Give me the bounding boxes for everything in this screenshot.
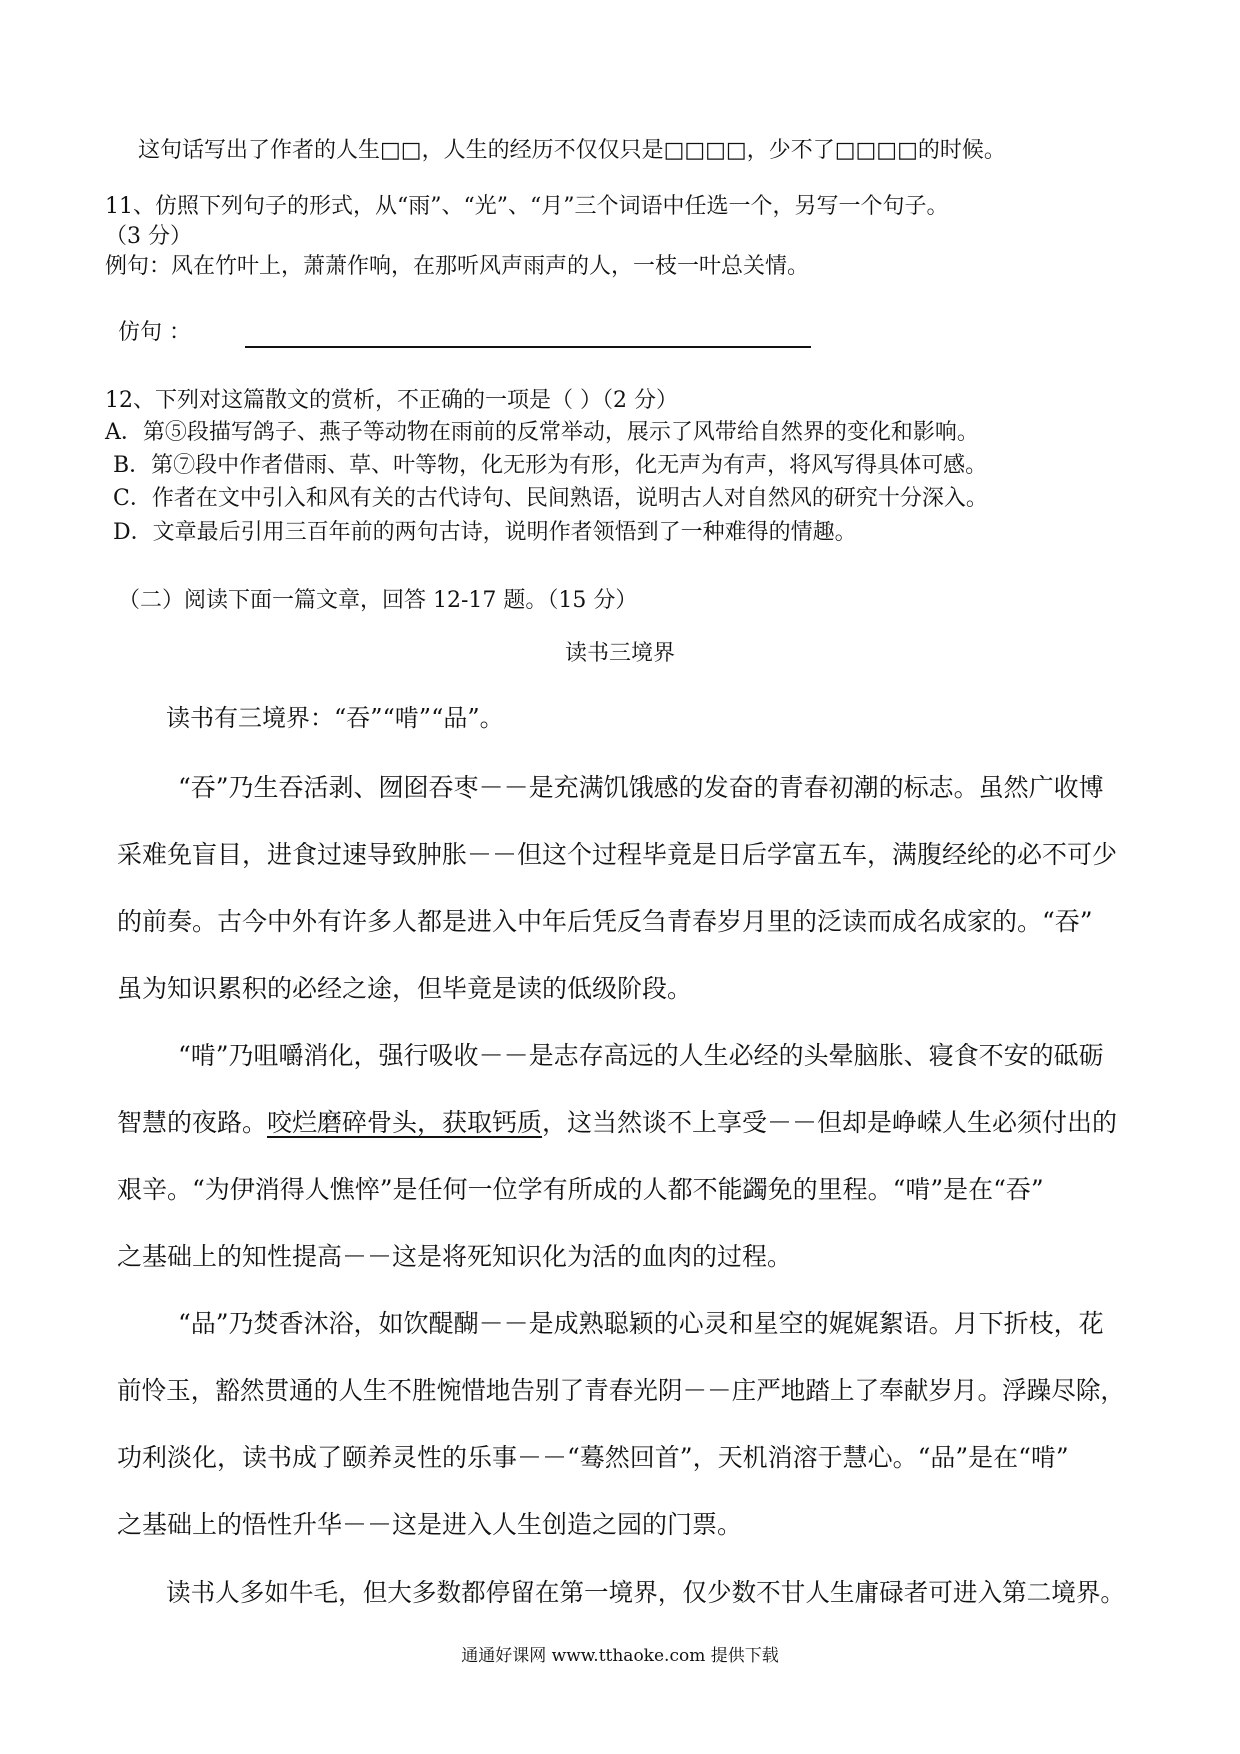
underlined-phrase: 咬烂磨碎骨头，获取钙质 <box>267 1108 543 1137</box>
article-line: 之基础上的悟性升华－－这是进入人生创造之园的门票。 <box>117 1510 743 1539</box>
q10-tail-text: 这句话写出了作者的人生□□，人生的经历不仅仅只是□□□□，少不了□□□□的时候。 <box>138 138 1006 163</box>
q11-points: （3 分） <box>105 224 192 249</box>
article-line-with-underline <box>117 1110 1117 1135</box>
article-line: 功利淡化，读书成了颐养灵性的乐事－－“蓦然回首”，天机消溶于慧心。“品”是在“啃” <box>117 1443 1069 1472</box>
q12-option-d: D．文章最后引用三百年前的两句古诗，说明作者领悟到了一种难得的情趣。 <box>113 520 857 545</box>
article-line: “吞”乃生吞活剥、囫囵吞枣－－是充满饥饿感的发奋的青春初潮的标志。虽然广收博 <box>178 773 1104 802</box>
q11-stem: 11、仿照下列句子的形式，从“雨”、“光”、“月”三个词语中任选一个，另写一个句子。 <box>105 194 949 219</box>
page-footer: 通通好课网 www.tthaoke.com 提供下载 <box>461 1646 779 1666</box>
section2-intro: （二）阅读下面一篇文章，回答 12-17 题。（15 分） <box>118 588 638 613</box>
q12-option-c: C．作者在文中引入和风有关的古代诗句、民间熟语，说明古人对自然风的研究十分深入。 <box>113 486 988 511</box>
article-line: 采难免盲目，进食过速导致肿胀－－但这个过程毕竟是日后学富五车，满腹经纶的必不可少 <box>117 840 1118 869</box>
article-line: 读书人多如牛毛，但大多数都停留在第一境界，仅少数不甘人生庸碌者可进入第二境界。 <box>166 1578 1126 1607</box>
article-line: 的前奏。古今中外有许多人都是进入中年后凭反刍青春岁月里的泛读而成名成家的。“吞” <box>117 907 1093 936</box>
q12-option-a: A．第⑤段描写鸽子、燕子等动物在雨前的反常举动，展示了风带给自然界的变化和影响。 <box>105 420 979 445</box>
article-line: “啃”乃咀嚼消化，强行吸收－－是志存高远的人生必经的头晕脑胀、寝食不安的砥砺 <box>178 1041 1104 1070</box>
article-line: 虽为知识累积的必经之途，但毕竟是读的低级阶段。 <box>117 974 693 1003</box>
article-line: 读书有三境界：“吞”“啃”“品”。 <box>166 704 504 732</box>
article-title: 读书三境界 <box>564 641 675 666</box>
article-line: 之基础上的知性提高－－这是将死知识化为活的血肉的过程。 <box>117 1242 793 1271</box>
q12-option-b: B．第⑦段中作者借雨、草、叶等物，化无形为有形，化无声为有声，将风写得具体可感。 <box>113 453 988 478</box>
q11-example: 例句：风在竹叶上，萧萧作响，在那听风声雨声的人，一枝一叶总关情。 <box>105 254 810 279</box>
article-line: 艰辛。“为伊消得人憔悴”是任何一位学有所成的人都不能蠲免的里程。“啃”是在“吞” <box>117 1175 1044 1204</box>
q11-answer-label: 仿句 ： <box>118 320 191 345</box>
article-line: “品”乃焚香沐浴，如饮醍醐－－是成熟聪颖的心灵和星空的娓娓絮语。月下折枝，花 <box>178 1309 1104 1338</box>
article-line-suffix: ，这当然谈不上享受－－但却是峥嵘人生必须付出的 <box>542 1108 1118 1137</box>
article-line-prefix: 智慧的夜路。 <box>117 1108 268 1137</box>
q11-answer-blank <box>245 346 811 348</box>
q12-stem: 12、下列对这篇散文的赏析，不正确的一项是（ ）（2 分） <box>105 388 678 413</box>
article-line: 前怜玉，豁然贯通的人生不胜惋惜地告别了青春光阴－－庄严地踏上了奉献岁月。浮躁尽除， <box>117 1376 1126 1405</box>
